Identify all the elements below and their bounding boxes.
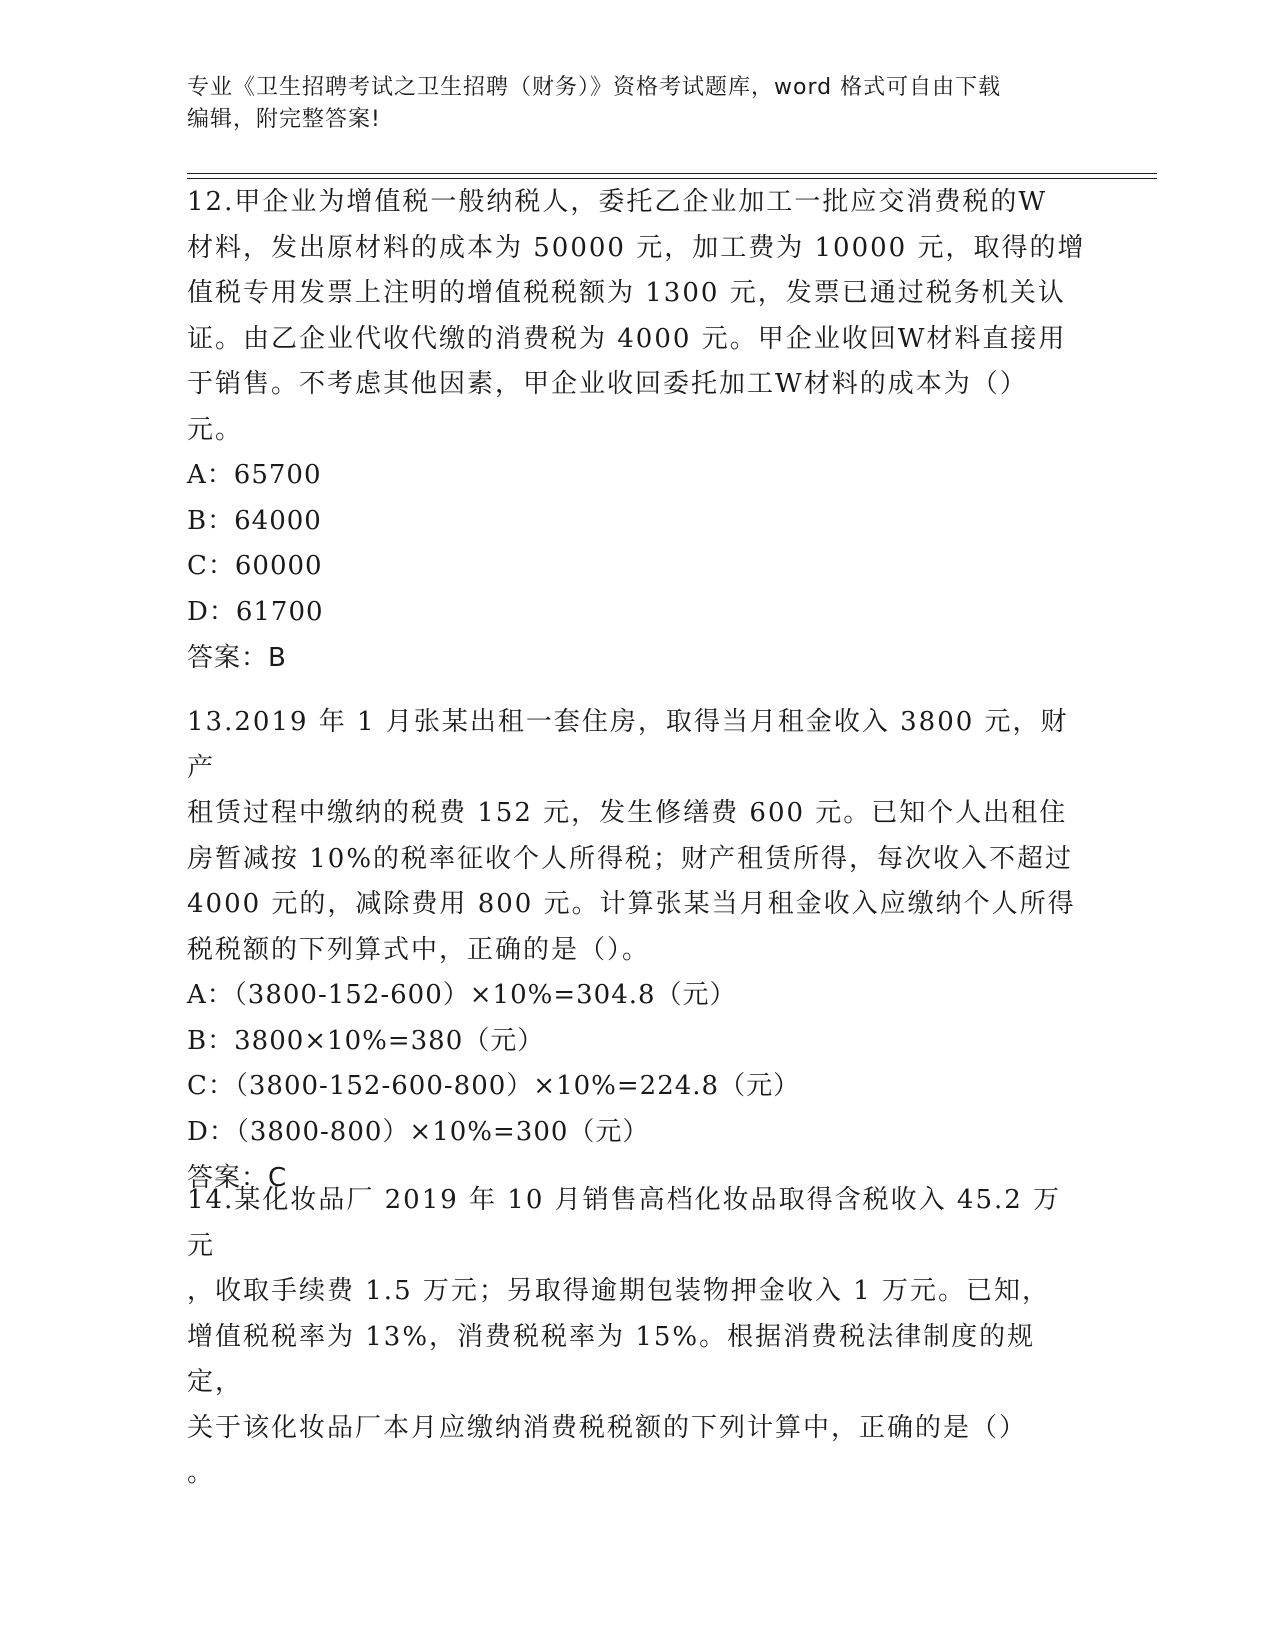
question-text: 12.甲企业为增值税一般纳税人，委托乙企业加工一批应交消费税的W 材料，发出原材料的成本为 50000 元，加工费为 10000 元，取得的增 值税专用发票上注明的增值税税额为 1300 元，发票已通过税务机关认 证。由乙企业代收代缴的消费税为 4000 元。甲企业收回W材料直接用 于销售。不考虑其他因素，甲企业收回委托加工W材料的成本为（） 元。 xyxy=(187,187,1086,445)
answer-label: 答案：B xyxy=(187,643,287,673)
document-header xyxy=(187,72,1087,136)
option-d: D：（3800-800）×10%=300（元） xyxy=(187,1116,650,1147)
header-line-2: 编辑，附完整答案! xyxy=(187,107,381,132)
question-text: 13.2019 年 1 月张某出租一套住房，取得当月租金收入 3800 元，财产 租赁过程中缴纳的税费 152 元，发生修缮费 600 元。已知个人出租住 房暂减按 10%的税率征收个人所得税；财产租赁所得，每次收入不超过 4000 元的，减除费用 800 元。计算张某当月租金收入应缴纳个人所得 税税额的下列算式中，正确的是（）。 xyxy=(187,707,1076,965)
option-d: D：61700 xyxy=(187,596,324,627)
option-c: C：60000 xyxy=(187,551,323,581)
header-divider xyxy=(187,173,1157,179)
option-c: C：（3800-152-600-800）×10%=224.8（元） xyxy=(187,1071,801,1101)
question-14 xyxy=(187,1178,1087,1497)
option-b: B：64000 xyxy=(187,505,322,536)
question-12 xyxy=(187,180,1087,682)
option-b: B：3800×10%=380（元） xyxy=(187,1025,545,1056)
question-13 xyxy=(187,700,1087,1202)
header-line-1: 专业《卫生招聘考试之卫生招聘（财务）》资格考试题库，word 格式可自由下载 xyxy=(187,75,1002,100)
question-text: 14.某化妆品厂 2019 年 10 月销售高档化妆品取得含税收入 45.2 万元 ，收取手续费 1.5 万元；另取得逾期包装物押金收入 1 万元。已知， 增值税税率为 13%，消费税税率为 15%。根据消费税法律制度的规定， 关于该化妆品厂本月应缴纳消费税税额的下列计算中，正确的是（） 。 xyxy=(187,1185,1062,1488)
answer-label: 答案：C xyxy=(187,1163,288,1193)
option-a: A：（3800-152-600）×10%=304.8（元） xyxy=(187,980,737,1010)
option-a: A：65700 xyxy=(187,460,322,490)
